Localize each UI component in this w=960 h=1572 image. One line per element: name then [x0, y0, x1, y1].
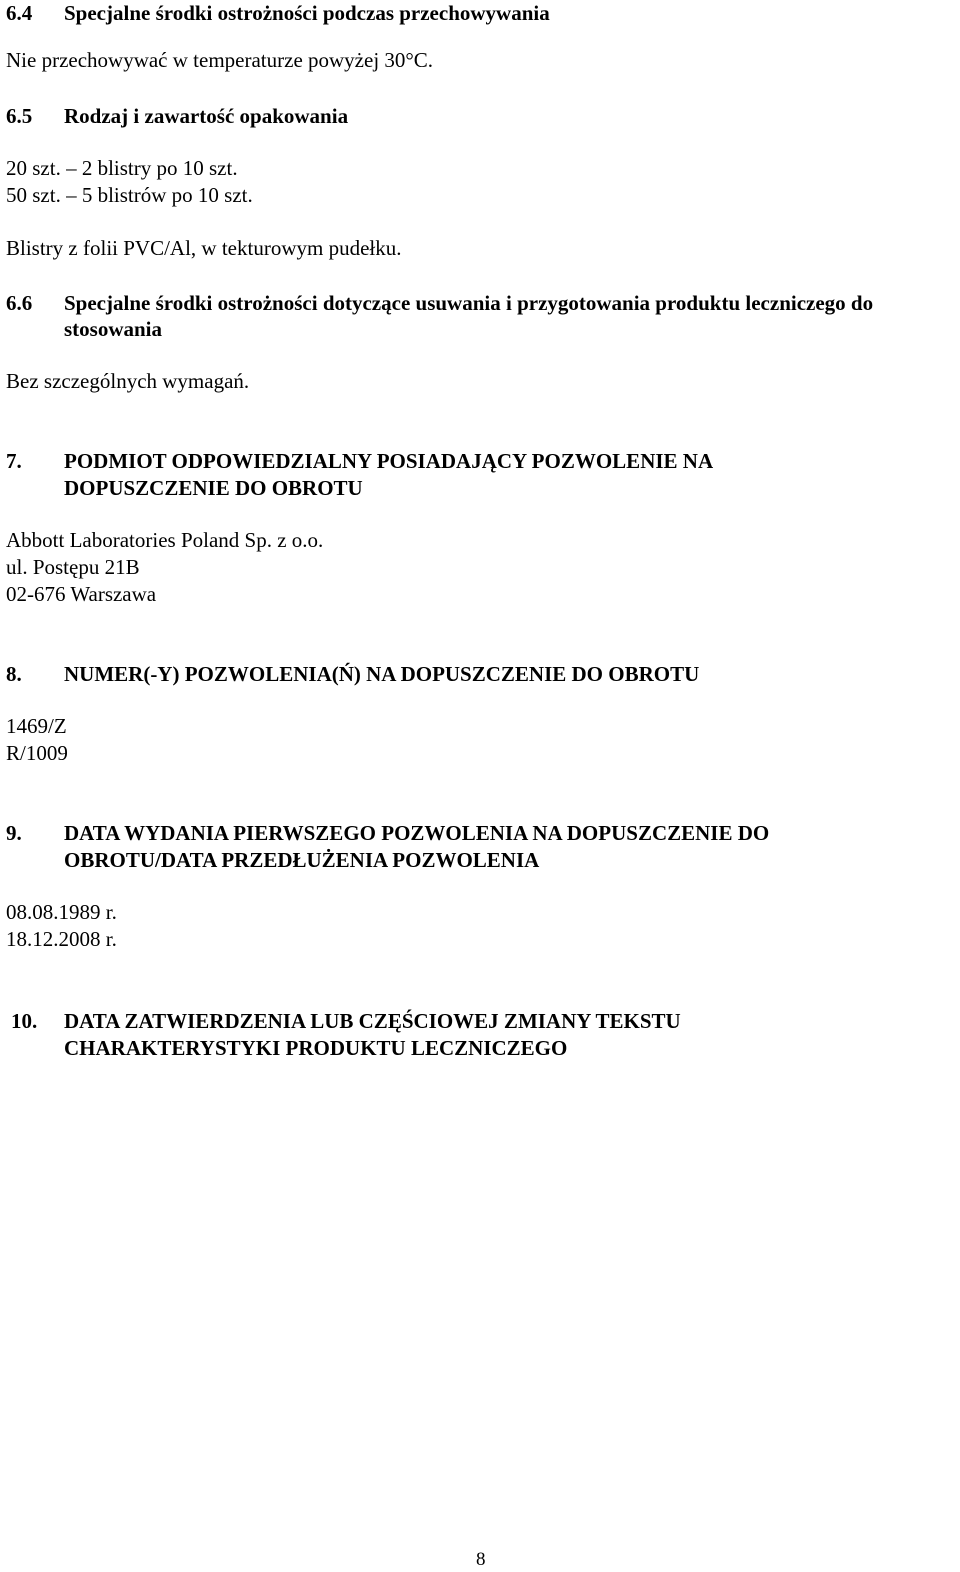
section-7-text-1: Abbott Laboratories Poland Sp. z o.o. — [6, 528, 324, 552]
section-title-line-1: Specjalne środki ostrożności dotyczące usuwania i przygotowania produktu leczniczego do — [64, 291, 874, 315]
section-6-5-text-3: Blistry z folii PVC/Al, w tekturowym pudełku. — [6, 236, 402, 260]
section-6-4-text: Nie przechowywać w temperaturze powyżej 30°C. — [6, 48, 434, 72]
page-number: 8 — [476, 1549, 486, 1570]
section-number: 9. — [6, 821, 22, 845]
section-7-text-3: 02-676 Warszawa — [6, 582, 157, 606]
section-number: 7. — [6, 449, 22, 473]
section-6-5-text-1: 20 szt. – 2 blistry po 10 szt. — [6, 156, 238, 180]
section-title-line-1: DATA ZATWIERDZENIA LUB CZĘŚCIOWEJ ZMIANY TEKSTU — [64, 1009, 681, 1033]
section-title: Specjalne środki ostrożności podczas przechowywania — [64, 1, 550, 25]
section-number: 6.5 — [6, 104, 33, 128]
section-title: Rodzaj i zawartość opakowania — [64, 104, 349, 128]
section-number: 6.6 — [6, 291, 33, 315]
section-number: 8. — [6, 662, 22, 686]
section-title: NUMER(-Y) POZWOLENIA(Ń) NA DOPUSZCZENIE DO OBROTU — [64, 662, 700, 686]
section-8-text-1: 1469/Z — [6, 714, 67, 738]
section-title-line-1: DATA WYDANIA PIERWSZEGO POZWOLENIA NA DOPUSZCZENIE DO — [64, 821, 770, 845]
section-8-text-2: R/1009 — [6, 741, 68, 765]
section-number: 6.4 — [6, 1, 33, 25]
section-6-5-text-2: 50 szt. – 5 blistrów po 10 szt. — [6, 183, 253, 207]
section-9-text-2: 18.12.2008 r. — [6, 927, 117, 951]
section-title-line-2: OBROTU/DATA PRZEDŁUŻENIA POZWOLENIA — [64, 848, 540, 872]
section-title-line-2: CHARAKTERYSTYKI PRODUKTU LECZNICZEGO — [64, 1036, 568, 1060]
section-7-text-2: ul. Postępu 21B — [6, 555, 140, 579]
section-number: 10. — [11, 1009, 38, 1033]
section-title-line-1: PODMIOT ODPOWIEDZIALNY POSIADAJĄCY POZWOLENIE NA — [64, 449, 714, 473]
section-title-line-2: stosowania — [64, 317, 163, 341]
section-6-6-text: Bez szczególnych wymagań. — [6, 369, 250, 393]
section-title-line-2: DOPUSZCZENIE DO OBROTU — [64, 476, 363, 500]
section-9-text-1: 08.08.1989 r. — [6, 900, 117, 924]
